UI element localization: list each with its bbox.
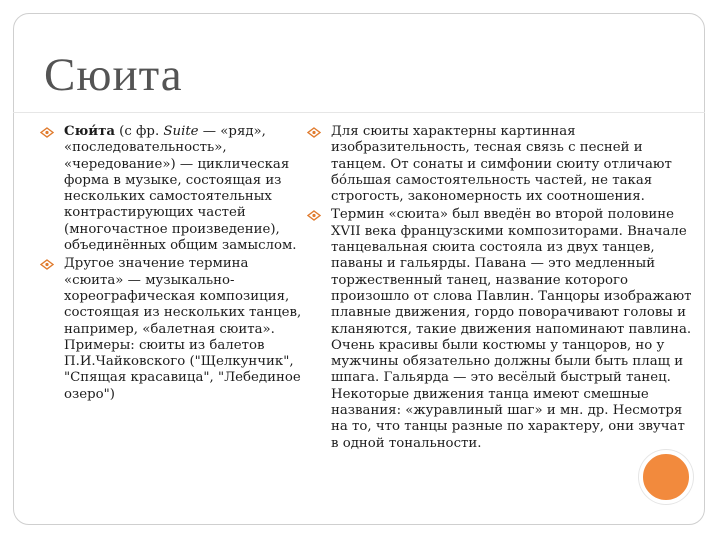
list-item bbox=[40, 256, 308, 403]
title-divider bbox=[13, 112, 705, 113]
foreign-term: Suite bbox=[163, 124, 199, 139]
bullet-text: Другое значение термина «сюита» — музыкально-хореографическая композиция, состоящая из нескольких танцев, например, «балетная сюита». Примеры: сюиты из балетов П.И.Чайковского ("Щелкунчик", "Спящая красавица", "Лебединое озеро") bbox=[64, 256, 302, 402]
bullet-text: Термин «сюита» был введён во второй половине XVII века французскими композиторами. Вначале танцевальная сюита состояла из двух танцев, паваны и гальярды. Павана — это медленный торжественный танец, название которого произошло от слова Павлин. Танцоры изображают плавные движения, гордо поворачивают головы и кланяются, такие движения напоминают павлина. Очень красивы были костюмы у танцоров, но у мужчины обязательно должны были быть плащ и шпага. Гальярда — это весёлый быстрый танец. Некоторые движения танца имеют смешные названия: «журавлиный шаг» и мн. др. Несмотря на то, что танцы разные по характеру, они звучат в одной тональности. bbox=[331, 207, 692, 451]
bullet-icon bbox=[307, 210, 321, 221]
term: Сюи́та bbox=[64, 124, 115, 139]
list-item bbox=[307, 207, 695, 451]
list-item bbox=[40, 124, 308, 254]
bullet-text: Для сюиты характерны картинная изобразительность, тесная связь с песней и танцем. От сонаты и симфонии сюиту отличают бо́льшая самостоятельность частей, не такая строгость, закономерность их соотношения. bbox=[331, 124, 672, 205]
text-fragment: — «ряд», «последовательность», «чередование») — циклическая форма в музыке, состоящая из нескольких самостоятельных контрастирующих частей (многочастное произведение), объединённых общим замыслом. bbox=[64, 124, 297, 254]
text-fragment: (с фр. bbox=[114, 124, 164, 139]
accent-circle bbox=[639, 450, 693, 504]
left-column bbox=[40, 124, 308, 405]
bullet-text bbox=[64, 124, 308, 254]
slide-title: Сюита bbox=[44, 49, 183, 101]
bullet-icon bbox=[307, 127, 321, 138]
right-column bbox=[307, 124, 695, 454]
bullet-icon bbox=[40, 259, 54, 270]
list-item bbox=[307, 124, 695, 205]
bullet-icon bbox=[40, 127, 54, 138]
